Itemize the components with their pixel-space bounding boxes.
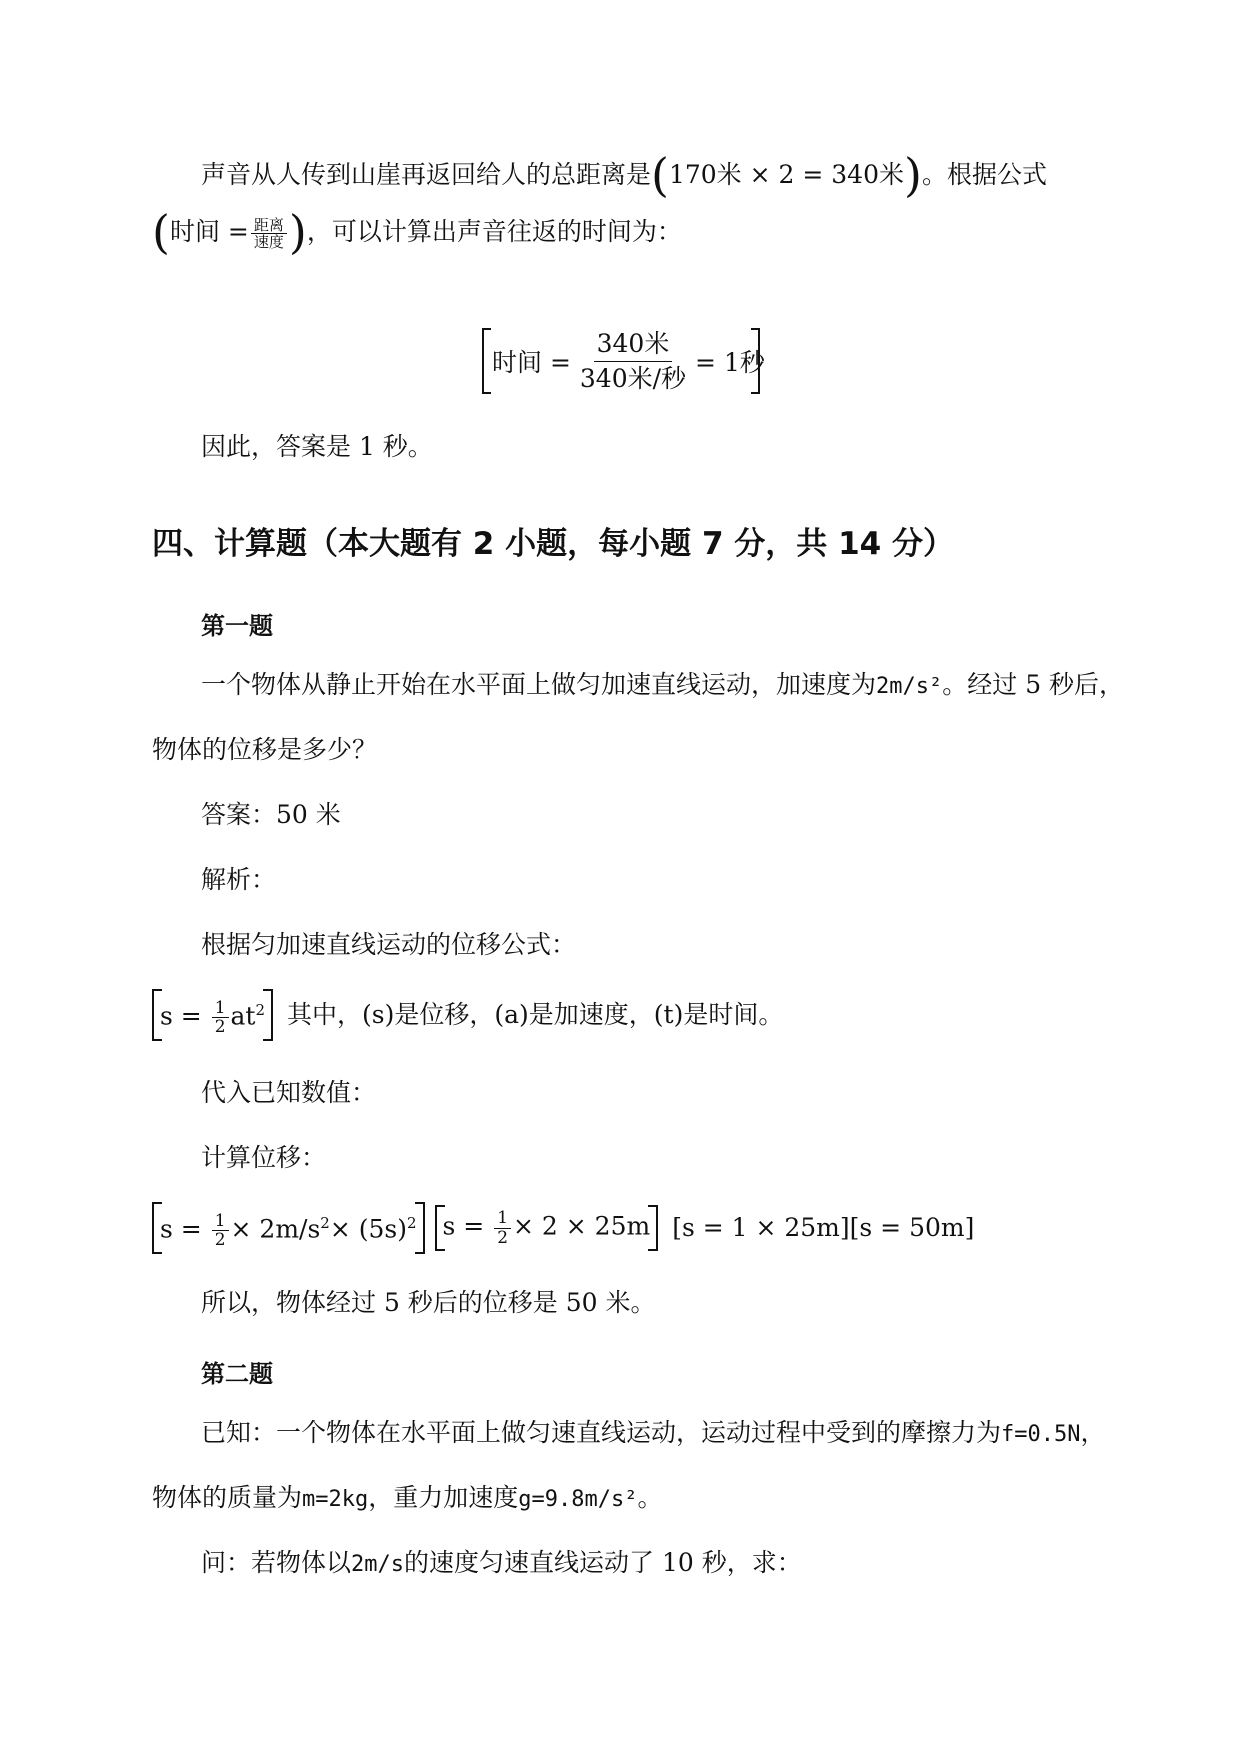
calc-lhs: s = [160,1214,202,1244]
fraction-numerator: 1 [494,1209,511,1229]
text: ，重力加速度 [368,1483,519,1512]
formula-note: 其中，(s)是位移，(a)是加速度，(t)是时间。 [287,1000,784,1029]
text: 声音从人传到山崖再返回给人的总距离是 [201,160,652,189]
fraction-distance-speed [251,217,287,251]
fraction-denominator: 2 [214,1017,226,1038]
question-1-stem-line1 [201,668,1124,704]
question-1-formula-line [152,990,783,1040]
formula-lhs: 时间 = [169,217,249,246]
fraction-numerator: 1 [212,1212,229,1232]
text: 问：若物体以 [201,1548,352,1577]
question-1-stem-line2: 物体的位移是多少？ [152,735,378,764]
fraction-denominator: 2 [497,1227,509,1248]
calc-result: [s = 1 × 25m][s = 50m] [672,1213,975,1242]
question-1-analysis-label: 解析： [201,865,277,894]
text: 。根据公式 [921,160,1047,189]
display-equation-time [482,328,765,394]
text: 已知：一个物体在水平面上做匀速直线运动，运动过程中受到的摩擦力为 [201,1418,1002,1447]
text: 。 [637,1483,663,1512]
calc-term: × (5s) [329,1214,407,1244]
section-heading: 四、计算题（本大题有 2 小题，每小题 7 分，共 14 分） [152,526,955,562]
question-2-stem-line1 [201,1416,1106,1452]
paragraph-answer-1s: 因此，答案是 1 秒。 [201,432,433,461]
question-1-compute: 计算位移： [201,1143,327,1172]
question-2-ask [201,1546,802,1582]
question-2-title: 第二题 [201,1360,273,1388]
question-1-conclusion: 所以，物体经过 5 秒后的位移是 50 米。 [201,1288,656,1317]
calc-bracket-1 [152,1202,425,1254]
fraction-denominator: 2 [214,1230,226,1251]
equation-fraction [577,327,689,396]
friction-value: f=0.5N [1001,1422,1081,1447]
speed-value: 2m/s [351,1552,404,1577]
question-1-answer: 答案：50 米 [201,800,341,829]
calc-fraction [494,1209,511,1247]
question-1-formula-intro: 根据匀加速直线运动的位移公式： [201,930,577,959]
equation-denominator: 340米/秒 [579,363,687,393]
calc-term: × 2m/s [230,1214,321,1244]
formula-fraction [212,999,229,1037]
question-1-title: 第一题 [201,612,273,640]
calc-fraction [212,1212,229,1250]
text: ， [1080,1418,1106,1447]
fraction-numerator: 1 [212,999,229,1019]
distance-expression: 170米 × 2 = 340米 [668,160,904,189]
calc-lhs: s = [442,1211,485,1241]
equation-numerator: 340米 [594,327,673,362]
calc-bracket-2 [435,1205,659,1251]
calc-exponent: 2 [320,1214,330,1232]
mass-value: m=2kg [302,1487,369,1512]
question-1-substitute: 代入已知数值： [201,1078,377,1107]
formula-rhs: at [230,1001,256,1031]
fraction-denominator: 速度 [253,233,284,251]
formula-bracket [152,989,273,1041]
left-bracket [482,328,491,394]
right-paren: ) [904,148,922,202]
calc-term: × 2 × 25m [513,1211,651,1241]
gravity-value: g=9.8m/s² [518,1487,638,1512]
question-1-calculation-line [152,1203,974,1253]
calc-exponent: 2 [406,1214,417,1232]
text: 的速度匀速直线运动了 10 秒，求： [404,1548,802,1577]
equation-lhs: 时间 = [492,348,571,377]
right-paren: ) [288,205,307,259]
text: 。经过 5 秒后， [942,670,1125,699]
fraction-numerator: 距离 [251,217,287,235]
text: ，可以计算出声音往返的时间为： [306,217,682,246]
equation-rhs: = 1秒 [695,348,765,377]
left-paren: ( [651,148,669,202]
text: 物体的质量为 [152,1483,303,1512]
paragraph-formula [152,205,682,259]
left-paren: ( [152,205,170,259]
question-2-stem-line2 [152,1481,663,1517]
text: 一个物体从静止开始在水平面上做匀加速直线运动，加速度为 [201,670,877,699]
formula-lhs: s = [160,1001,202,1031]
paragraph-total-distance [201,148,1047,202]
acceleration-value: 2m/s² [876,674,943,699]
formula-exponent: 2 [255,1001,266,1019]
